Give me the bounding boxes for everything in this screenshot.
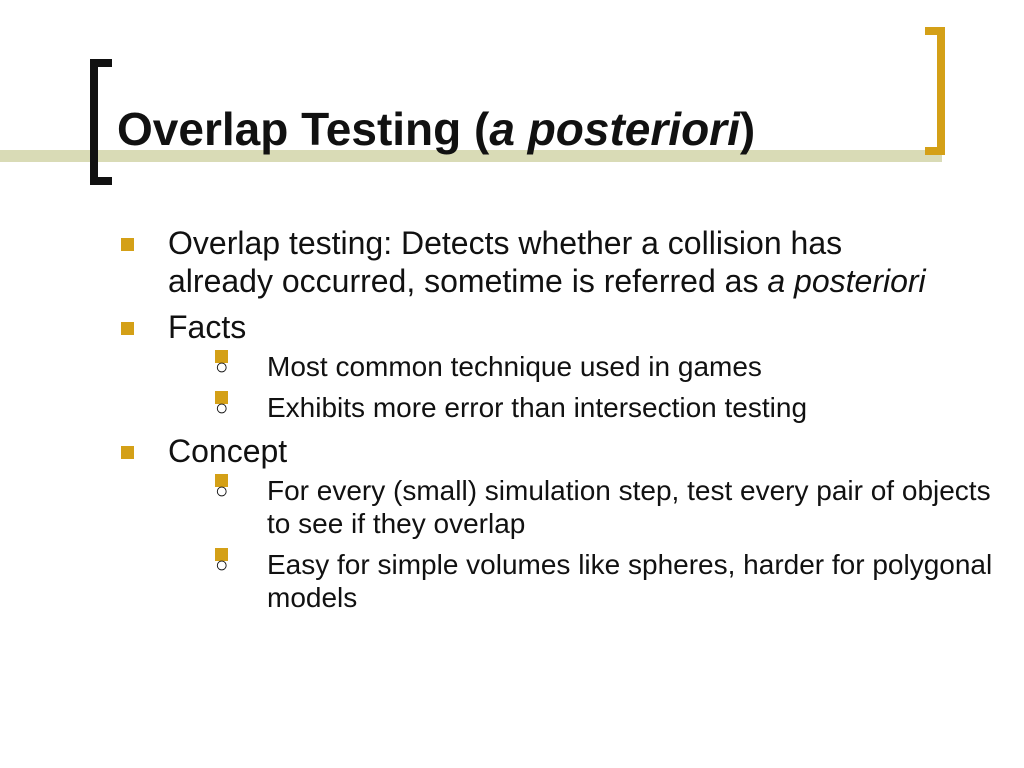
title-suffix: ) (739, 103, 756, 155)
bullet-text: Concept (168, 433, 288, 469)
left-bracket-bottom (90, 177, 112, 185)
bullet-overlap-testing (118, 224, 968, 300)
circle-bullet-icon: ○ (215, 350, 228, 363)
sub-bullet-text: Most common technique used in games (267, 351, 762, 382)
sub-bullet-text: For every (small) simulation step, test every pair of objects to see if they overlap (267, 475, 991, 539)
title-prefix: Overlap Testing ( (117, 103, 490, 155)
right-bracket-bottom (925, 147, 945, 155)
right-bracket-stem (937, 27, 945, 155)
bullet-text: Overlap testing: Detects whether a collision has already occurred, sometime is referred as a posteriori (168, 225, 926, 299)
square-bullet-icon (121, 322, 134, 335)
circle-bullet-icon: ○ (215, 548, 228, 561)
circle-bullet-icon: ○ (215, 474, 228, 487)
sub-bullet (168, 391, 968, 424)
circle-bullet-icon: ○ (215, 391, 228, 404)
square-bullet-icon (121, 446, 134, 459)
sub-bullet (168, 474, 991, 540)
bullet-text: Facts (168, 309, 247, 345)
sub-bullet-text: Exhibits more error than intersection testing (267, 392, 808, 423)
bullet-italic: a posteriori (767, 263, 926, 299)
square-bullet-icon (121, 238, 134, 251)
right-bracket-top (925, 27, 945, 35)
facts-sublist (168, 350, 968, 424)
left-bracket-top (90, 59, 112, 67)
sub-bullet-text: Easy for simple volumes like spheres, harder for polygonal models (267, 549, 993, 613)
slide-body (118, 224, 993, 614)
left-bracket-stem (90, 59, 98, 185)
title-italic: a posteriori (489, 103, 740, 155)
concept-sublist (168, 474, 993, 614)
bullet-concept (118, 432, 993, 614)
sub-bullet (168, 350, 968, 383)
slide-title (117, 103, 755, 156)
sub-bullet (168, 548, 993, 614)
bullet-facts (118, 308, 968, 424)
